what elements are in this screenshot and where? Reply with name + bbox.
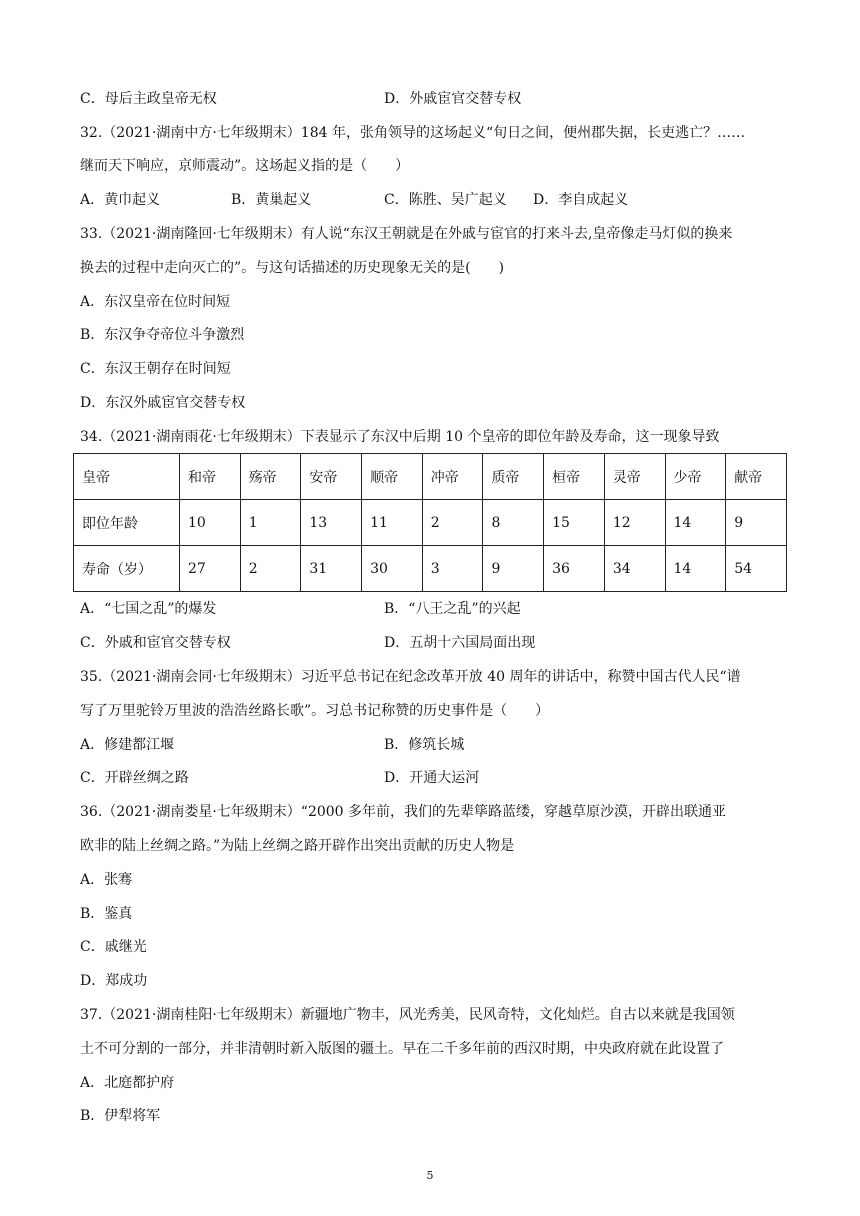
table-cell: 殇帝 xyxy=(240,454,301,500)
q34-option-b: B．“八王之乱”的兴起 xyxy=(384,601,521,617)
q33-stem-line1: 33.（2021·湖南隆回·七年级期末）有人说“东汉王朝就是在外戚与宦官的打来斗去,皇帝像走马灯似的换来 xyxy=(80,226,733,242)
table-cell: 13 xyxy=(301,500,362,546)
table-cell: 30 xyxy=(362,546,423,592)
table-row xyxy=(74,500,787,546)
q34-option-a: A．“七国之乱”的爆发 xyxy=(80,601,217,617)
table-cell: 2 xyxy=(240,546,301,592)
table-cell: 54 xyxy=(726,546,787,592)
q35-stem-line1: 35.（2021·湖南会同·七年级期末）习近平总书记在纪念改革开放 40 周年的讲话中，称赞中国古代人民“谱 xyxy=(80,669,741,685)
q36-stem-line1: 36.（2021·湖南娄星·七年级期末）“2000 多年前，我们的先辈筚路蓝缕，穿越草原沙漠，开辟出联通亚 xyxy=(80,804,727,820)
q37-option-a: A．北庭都护府 xyxy=(80,1075,175,1091)
table-cell: 冲帝 xyxy=(422,454,483,500)
q36-option-d: D．郑成功 xyxy=(80,973,148,989)
table-cell: 12 xyxy=(604,500,665,546)
table-cell: 皇帝 xyxy=(74,454,180,500)
table-cell: 9 xyxy=(726,500,787,546)
q32-stem-line2: 继而天下响应，京师震动”。这场起义指的是（ ） xyxy=(80,158,410,174)
table-cell: 2 xyxy=(422,500,483,546)
table-cell: 桓帝 xyxy=(544,454,605,500)
table-cell: 15 xyxy=(544,500,605,546)
table-cell: 36 xyxy=(544,546,605,592)
q35-option-b: B．修筑长城 xyxy=(384,737,465,753)
table-cell: 少帝 xyxy=(665,454,726,500)
emperor-age-table xyxy=(73,453,787,592)
table-cell: 顺帝 xyxy=(362,454,423,500)
table-cell: 11 xyxy=(362,500,423,546)
table-row xyxy=(74,454,787,500)
q36-option-b: B．鉴真 xyxy=(80,906,133,922)
table-cell: 和帝 xyxy=(180,454,241,500)
q33-option-d: D．东汉外戚宦官交替专权 xyxy=(80,395,246,411)
table-cell: 34 xyxy=(604,546,665,592)
table-cell: 14 xyxy=(665,500,726,546)
q37-stem-line1: 37.（2021·湖南桂阳·七年级期末）新疆地广物丰，风光秀美，民风奇特，文化灿烂。自古以来就是我国领 xyxy=(80,1007,735,1023)
q35-option-a: A．修建都江堰 xyxy=(80,737,175,753)
table-cell: 3 xyxy=(422,546,483,592)
table-cell: 质帝 xyxy=(483,454,544,500)
q35-stem-line2: 写了万里驼铃万里波的浩浩丝路长歌”。习总书记称赞的历史事件是（ ） xyxy=(80,703,550,719)
q36-option-a: A．张骞 xyxy=(80,872,133,888)
q32-stem-line1: 32.（2021·湖南中方·七年级期末）184 年，张角领导的这场起义“旬日之间，便州郡失据，长吏逃亡？…… xyxy=(80,125,746,141)
table-cell: 献帝 xyxy=(726,454,787,500)
q33-option-c: C．东汉王朝存在时间短 xyxy=(80,361,231,377)
q33-stem-line2: 换去的过程中走向灭亡的”。与这句话描述的历史现象无关的是( ) xyxy=(80,260,505,276)
table-row xyxy=(74,546,787,592)
page-number: 5 xyxy=(426,1169,434,1182)
q32-option-d: D．李自成起义 xyxy=(533,192,629,208)
q36-option-c: C．戚继光 xyxy=(80,939,147,955)
q34-option-c: C．外戚和宦官交替专权 xyxy=(80,635,231,651)
table-cell: 8 xyxy=(483,500,544,546)
q36-stem-line2: 欧非的陆上丝绸之路。”为陆上丝绸之路开辟作出突出贡献的历史人物是 xyxy=(80,838,515,854)
q32-option-a: A．黄巾起义 xyxy=(80,192,161,208)
table-cell: 1 xyxy=(240,500,301,546)
table-cell: 安帝 xyxy=(301,454,362,500)
q32-option-c: C．陈胜、吴广起义 xyxy=(384,192,507,208)
q31-option-d: D．外戚宦官交替专权 xyxy=(384,91,522,107)
table-cell: 31 xyxy=(301,546,362,592)
q37-option-b: B．伊犁将军 xyxy=(80,1108,161,1124)
table-cell: 14 xyxy=(665,546,726,592)
table-cell: 10 xyxy=(180,500,241,546)
q33-option-b: B．东汉争夺帝位斗争激烈 xyxy=(80,327,245,343)
q35-option-d: D．开通大运河 xyxy=(384,770,480,786)
q34-option-d: D．五胡十六国局面出现 xyxy=(384,635,536,651)
q35-option-c: C．开辟丝绸之路 xyxy=(80,770,189,786)
table-cell: 灵帝 xyxy=(604,454,665,500)
table-cell: 即位年龄 xyxy=(74,500,180,546)
q31-option-c: C．母后主政皇帝无权 xyxy=(80,91,217,107)
q33-option-a: A．东汉皇帝在位时间短 xyxy=(80,294,231,310)
q34-stem-line1: 34.（2021·湖南雨花·七年级期末）下表显示了东汉中后期 10 个皇帝的即位年龄及寿命，这一现象导致 xyxy=(80,429,720,445)
table-cell: 9 xyxy=(483,546,544,592)
q32-option-b: B．黄巢起义 xyxy=(231,192,312,208)
q37-stem-line2: 土不可分割的一部分，并非清朝时新入版图的疆土。早在二千多年前的西汉时期，中央政府就在此设置了 xyxy=(80,1041,724,1057)
table-cell: 27 xyxy=(180,546,241,592)
table-cell: 寿命（岁） xyxy=(74,546,180,592)
